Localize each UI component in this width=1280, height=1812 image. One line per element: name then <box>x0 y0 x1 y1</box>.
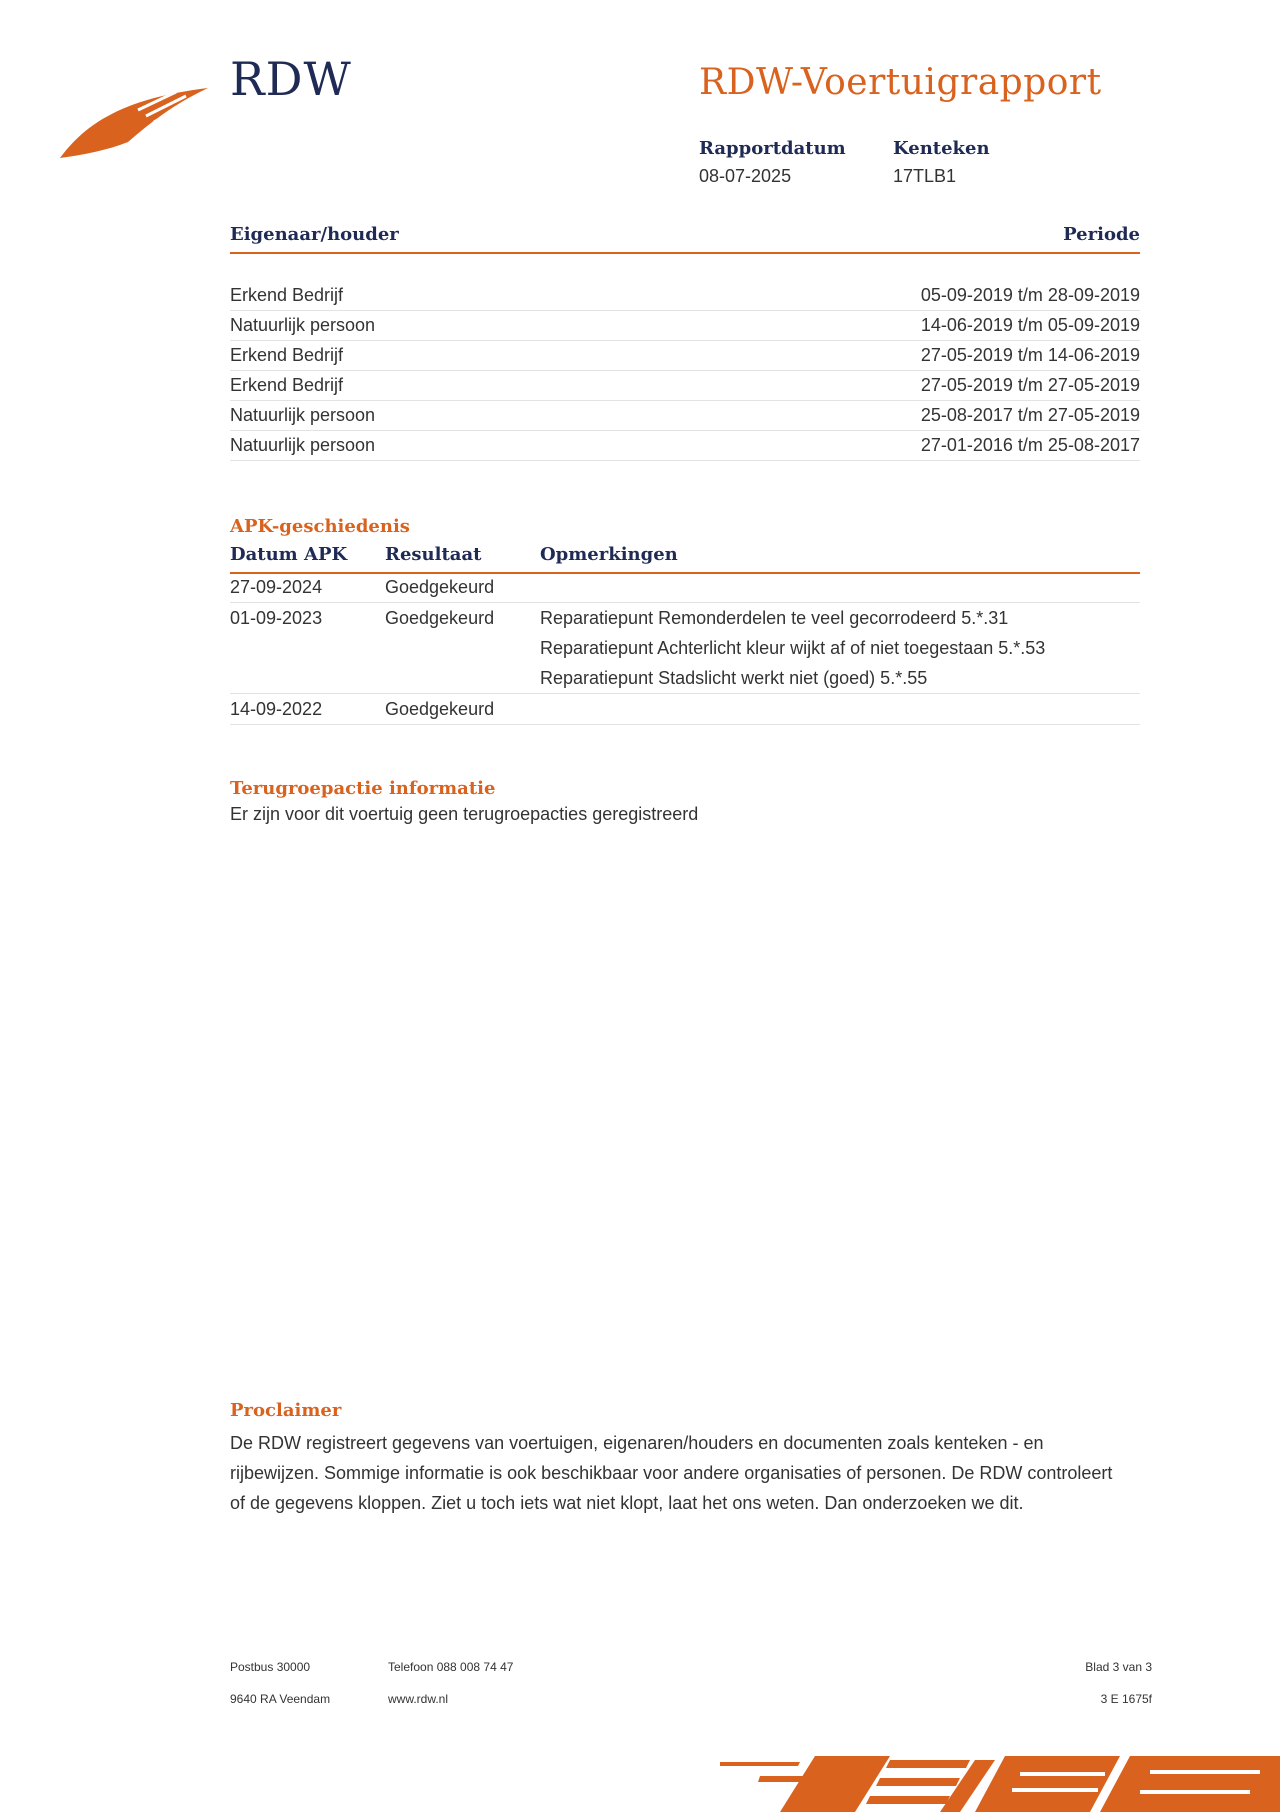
brand-name: RDW <box>230 52 352 106</box>
owner-type: Natuurlijk persoon <box>230 435 376 455</box>
owner-period: 27-01-2016 t/m 25-08-2017 <box>920 435 1140 455</box>
footer-website-link[interactable]: www.rdw.nl <box>388 1692 449 1706</box>
table-row <box>230 431 1140 461</box>
table-row <box>230 572 1140 603</box>
recall-text: Er zijn voor dit voertuig geen terugroepacties geregistreerd <box>230 804 699 824</box>
recall-section-title: Terugroepactie informatie <box>230 778 496 799</box>
apk-remark: Reparatiepunt Remonderdelen te veel gecorrodeerd 5.*.31 <box>540 607 1009 628</box>
proclaimer-text: De RDW registreert gegevens van voertuigen, eigenaren/houders en documenten zoals kenteken - en rijbewijzen. Sommige informatie is ook beschikbaar voor andere organisaties of personen. De RDW controleert of de gegevens kloppen. Ziet u toch iets wat niet klopt, laat het ons weten. Dan onderzoeken we dit. <box>230 1433 1113 1513</box>
apk-remarks-column-header: Opmerkingen <box>540 544 678 565</box>
owner-type: Natuurlijk persoon <box>230 405 376 425</box>
table-row <box>230 341 1140 371</box>
table-row <box>230 281 1140 311</box>
rdw-logo-bird-icon <box>58 80 208 160</box>
owner-type: Erkend Bedrijf <box>230 285 344 305</box>
report-date-value: 08-07-2025 <box>699 166 792 186</box>
apk-section-title: APK-geschiedenis <box>230 516 410 537</box>
apk-result: Goedgekeurd <box>385 698 495 719</box>
apk-remark: Reparatiepunt Stadslicht werkt niet (goed) 5.*.55 <box>540 667 928 688</box>
apk-table-header <box>230 544 1140 574</box>
table-row <box>230 311 1140 341</box>
table-row <box>230 371 1140 401</box>
owner-type: Natuurlijk persoon <box>230 315 376 335</box>
owner-period: 25-08-2017 t/m 27-05-2019 <box>920 405 1140 425</box>
footer-document-code: 3 E 1675f <box>1100 1692 1152 1706</box>
footer-city: 9640 RA Veendam <box>230 1692 331 1706</box>
proclaimer-section-title: Proclaimer <box>230 1400 342 1421</box>
table-row <box>230 401 1140 431</box>
footer-phone: Telefoon 088 008 74 47 <box>388 1660 514 1674</box>
owners-table <box>230 281 1140 461</box>
apk-result: Goedgekeurd <box>385 576 495 597</box>
report-date-label: Rapportdatum <box>699 138 846 159</box>
owner-period: 05-09-2019 t/m 28-09-2019 <box>920 285 1140 305</box>
apk-date: 14-09-2022 <box>230 698 323 719</box>
apk-result-column-header: Resultaat <box>385 544 482 565</box>
apk-date: 01-09-2023 <box>230 607 323 628</box>
owner-type: Erkend Bedrijf <box>230 345 344 365</box>
owner-column-header: Eigenaar/houder <box>230 224 399 245</box>
plate-value: 17TLB1 <box>893 166 957 186</box>
apk-date-column-header: Datum APK <box>230 544 348 565</box>
apk-result: Goedgekeurd <box>385 607 495 628</box>
owner-type: Erkend Bedrijf <box>230 375 344 395</box>
table-row <box>230 603 1140 694</box>
owner-period: 27-05-2019 t/m 14-06-2019 <box>920 345 1140 365</box>
table-row <box>230 694 1140 725</box>
report-title: RDW-Voertuigrapport <box>699 62 1102 103</box>
plate-label: Kenteken <box>893 138 990 159</box>
apk-remark: Reparatiepunt Achterlicht kleur wijkt af of niet toegestaan 5.*.53 <box>540 637 1046 658</box>
footer-postbus: Postbus 30000 <box>230 1660 311 1674</box>
apk-date: 27-09-2024 <box>230 576 323 597</box>
apk-table <box>230 572 1140 725</box>
rdw-stripes-decoration-icon <box>720 1752 1280 1812</box>
footer-page-number: Blad 3 van 3 <box>1085 1660 1152 1674</box>
period-column-header: Periode <box>1063 224 1140 245</box>
owners-table-header <box>230 224 1140 254</box>
owner-period: 14-06-2019 t/m 05-09-2019 <box>920 315 1140 335</box>
owner-period: 27-05-2019 t/m 27-05-2019 <box>920 375 1140 395</box>
